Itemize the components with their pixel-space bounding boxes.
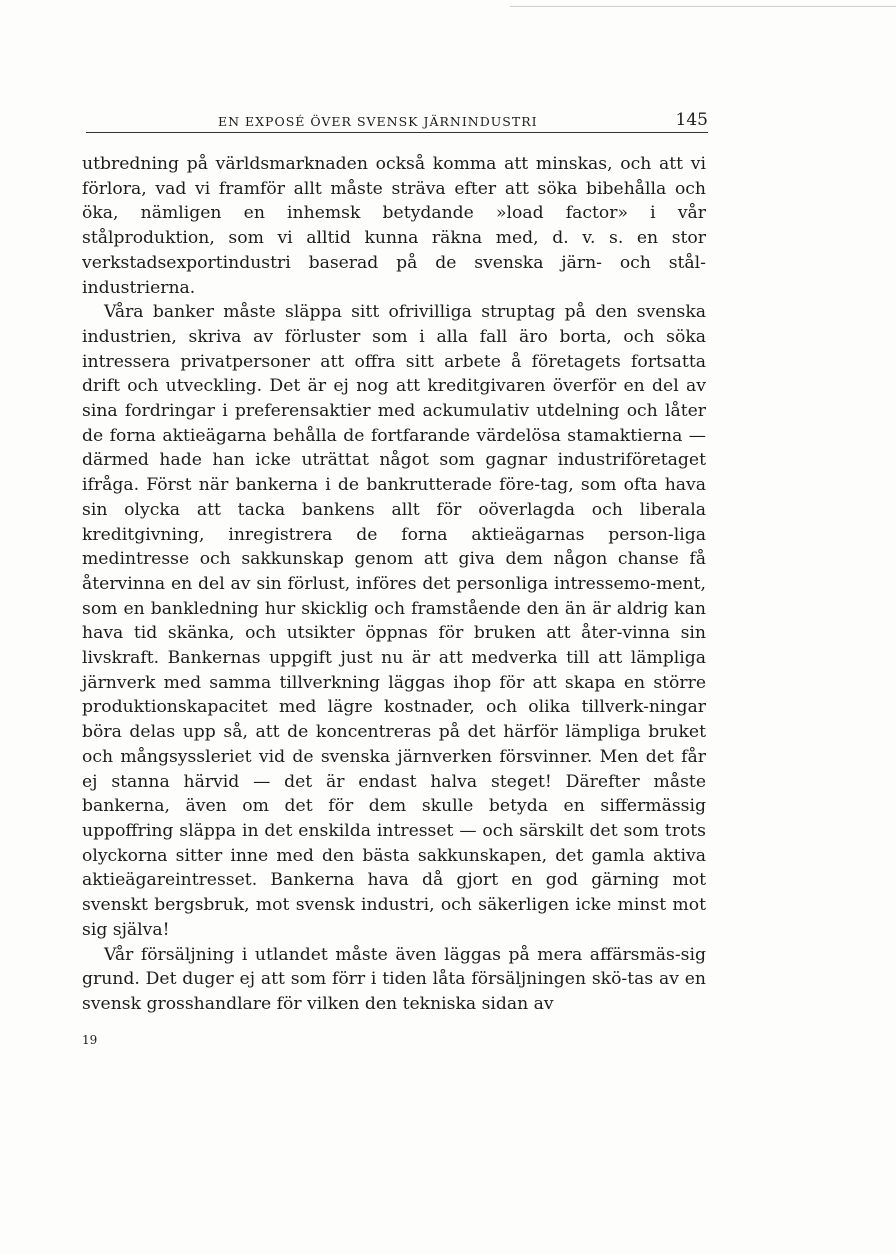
signature-mark: 19 xyxy=(82,1033,98,1047)
paragraph-3: Vår försäljning i utlandet måste även läggas på mera affärsmäs-sig grund. Det duger ej att som förr i tiden låta försäljningen skö-tas av en svensk grosshandlare för vilken den tekniska sidan av xyxy=(82,944,706,1014)
body-text xyxy=(82,152,706,1017)
top-edge-rule xyxy=(510,6,896,7)
running-head: EN EXPOSÉ ÖVER SVENSK JÄRNINDUSTRI xyxy=(218,114,538,129)
page-header xyxy=(86,110,708,133)
paragraph-2: Våra banker måste släppa sitt ofrivilliga struptag på den svenska industrien, skriva av förluster som i alla fall äro borta, och söka intressera privatpersoner att offra sitt arbete å företagets fortsatta drift och utveckling. Det är ej nog att kreditgivaren överför en del av sina fordringar i preferensaktier med ackumulativ utdelning och låter de forna aktieägarna behålla de fortfarande värdelösa stamaktierna — därmed hade han icke uträttat något som gagnar industriföretaget ifråga. Först när bankerna i de bankrutterade före-tag, som ofta hava sin olycka att tacka bankens allt för oöverlagda och liberala kreditgivning, inregistrera de forna aktieägarnas person-liga medintresse och sakkunskap genom att giva dem någon chanse få återvinna en del av sin förlust, införes det personliga intressemo-ment, som en bankledning hur skicklig och framstående den än är aldrig kan hava tid skänka, och utsikter öppnas för bruken att åter-vinna sin livskraft. Bankernas uppgift just nu är att medverka till att lämpliga järnverk med samma tillverkning läggas ihop för att skapa en större produktionskapacitet med lägre kostnader, och olika tillverk-ningar böra delas upp så, att de koncentreras på det härför lämpliga bruket och mångsyssleriet vid de svenska järnverken försvinner. Men det får ej stanna härvid — det är endast halva steget! Därefter måste bankerna, även om det för dem skulle betyda en siffermässig uppoffring släppa in det enskilda intresset — och särskilt det som trots olyckorna sitter inne med den bästa sakkunskapen, det gamla aktiva aktieägareintresset. Bankerna hava då gjort en god gärning mot svenskt bergsbruk, mot svensk industri, och säkerligen icke minst mot sig själva! xyxy=(82,302,706,940)
paragraph-1: utbredning på världsmarknaden också komma att minskas, och att vi förlora, vad vi framför allt måste sträva efter att söka bibehålla och öka, nämligen en inhemsk betydande »load factor» i vår stålproduktion, som vi alltid kunna räkna med, d. v. s. en stor verkstadsexportindustri baserad på de svenska järn- och stål-industrierna. xyxy=(82,154,706,298)
page-number: 145 xyxy=(675,110,708,130)
